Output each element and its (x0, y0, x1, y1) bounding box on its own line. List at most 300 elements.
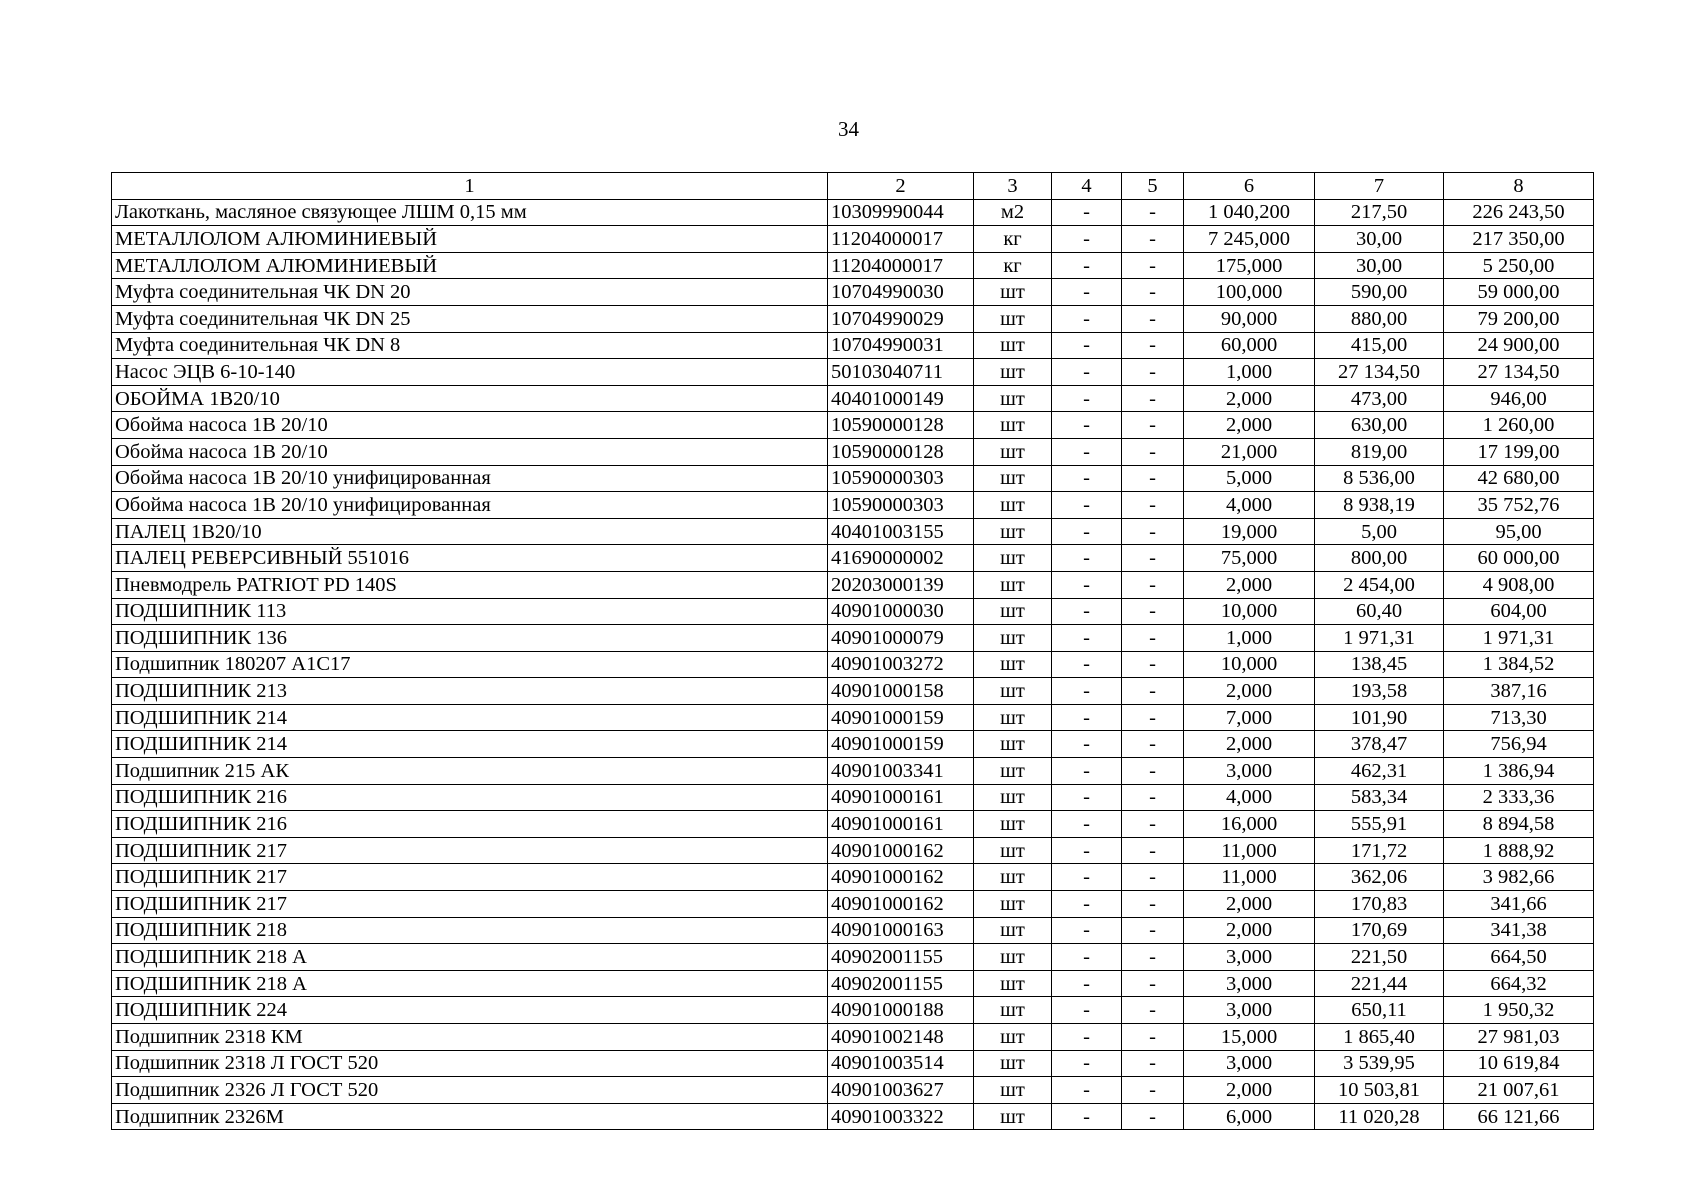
col4-cell: - (1052, 385, 1122, 412)
col5-cell: - (1122, 811, 1184, 838)
sum-cell: 5 250,00 (1444, 252, 1594, 279)
quantity-cell: 6,000 (1184, 1103, 1315, 1130)
sum-cell: 713,30 (1444, 704, 1594, 731)
col5-cell: - (1122, 944, 1184, 971)
quantity-cell: 7 245,000 (1184, 226, 1315, 253)
col5-cell: - (1122, 704, 1184, 731)
unit-cell: шт (974, 465, 1052, 492)
sum-cell: 8 894,58 (1444, 811, 1594, 838)
quantity-cell: 5,000 (1184, 465, 1315, 492)
col4-cell: - (1052, 571, 1122, 598)
price-cell: 1 971,31 (1315, 625, 1444, 652)
item-code-cell: 40901003341 (828, 758, 974, 785)
unit-cell: кг (974, 252, 1052, 279)
table-row (112, 571, 1594, 598)
quantity-cell: 2,000 (1184, 412, 1315, 439)
unit-cell: шт (974, 1024, 1052, 1051)
item-code-cell: 40901002148 (828, 1024, 974, 1051)
item-name-cell: ПОДШИПНИК 214 (112, 731, 828, 758)
unit-cell: шт (974, 864, 1052, 891)
item-code-cell: 40902001155 (828, 944, 974, 971)
sum-cell: 341,38 (1444, 917, 1594, 944)
sum-cell: 664,50 (1444, 944, 1594, 971)
col4-cell: - (1052, 226, 1122, 253)
col4-cell: - (1052, 758, 1122, 785)
quantity-cell: 1,000 (1184, 359, 1315, 386)
column-header: 1 (112, 173, 828, 200)
item-code-cell: 11204000017 (828, 252, 974, 279)
table-row (112, 917, 1594, 944)
table-row (112, 625, 1594, 652)
column-header: 8 (1444, 173, 1594, 200)
quantity-cell: 4,000 (1184, 784, 1315, 811)
quantity-cell: 16,000 (1184, 811, 1315, 838)
item-name-cell: Муфта соединительная ЧК DN 20 (112, 279, 828, 306)
col4-cell: - (1052, 412, 1122, 439)
item-code-cell: 40901000079 (828, 625, 974, 652)
col5-cell: - (1122, 571, 1184, 598)
column-header: 3 (974, 173, 1052, 200)
table-row (112, 704, 1594, 731)
quantity-cell: 11,000 (1184, 837, 1315, 864)
page-number: 34 (838, 117, 859, 141)
item-code-cell: 40901003627 (828, 1077, 974, 1104)
item-name-cell: ПОДШИПНИК 218 А (112, 970, 828, 997)
table-row (112, 385, 1594, 412)
unit-cell: шт (974, 811, 1052, 838)
unit-cell: шт (974, 1050, 1052, 1077)
price-cell: 193,58 (1315, 678, 1444, 705)
col5-cell: - (1122, 199, 1184, 226)
col5-cell: - (1122, 784, 1184, 811)
col5-cell: - (1122, 279, 1184, 306)
quantity-cell: 2,000 (1184, 1077, 1315, 1104)
unit-cell: шт (974, 332, 1052, 359)
sum-cell: 1 971,31 (1444, 625, 1594, 652)
table-row (112, 1024, 1594, 1051)
price-cell: 8 536,00 (1315, 465, 1444, 492)
item-code-cell: 10590000303 (828, 465, 974, 492)
item-name-cell: ПОДШИПНИК 216 (112, 784, 828, 811)
col4-cell: - (1052, 837, 1122, 864)
sum-cell: 17 199,00 (1444, 438, 1594, 465)
item-code-cell: 10590000303 (828, 492, 974, 519)
col5-cell: - (1122, 1077, 1184, 1104)
price-cell: 880,00 (1315, 305, 1444, 332)
unit-cell: шт (974, 970, 1052, 997)
quantity-cell: 2,000 (1184, 917, 1315, 944)
unit-cell: шт (974, 492, 1052, 519)
col4-cell: - (1052, 731, 1122, 758)
price-cell: 171,72 (1315, 837, 1444, 864)
col4-cell: - (1052, 1077, 1122, 1104)
unit-cell: шт (974, 678, 1052, 705)
unit-cell: шт (974, 1077, 1052, 1104)
price-cell: 1 865,40 (1315, 1024, 1444, 1051)
col5-cell: - (1122, 997, 1184, 1024)
price-cell: 60,40 (1315, 598, 1444, 625)
price-cell: 462,31 (1315, 758, 1444, 785)
sum-cell: 2 333,36 (1444, 784, 1594, 811)
table-row (112, 279, 1594, 306)
quantity-cell: 11,000 (1184, 864, 1315, 891)
unit-cell: шт (974, 917, 1052, 944)
item-code-cell: 40901000159 (828, 731, 974, 758)
col5-cell: - (1122, 332, 1184, 359)
item-code-cell: 40901000030 (828, 598, 974, 625)
item-name-cell: Обойма насоса 1В 20/10 (112, 438, 828, 465)
col4-cell: - (1052, 518, 1122, 545)
col5-cell: - (1122, 359, 1184, 386)
price-cell: 221,50 (1315, 944, 1444, 971)
table-row (112, 199, 1594, 226)
item-name-cell: ПОДШИПНИК 218 А (112, 944, 828, 971)
price-cell: 415,00 (1315, 332, 1444, 359)
table-row (112, 252, 1594, 279)
item-name-cell: Муфта соединительная ЧК DN 8 (112, 332, 828, 359)
table-row (112, 438, 1594, 465)
table-row (112, 1077, 1594, 1104)
price-cell: 555,91 (1315, 811, 1444, 838)
column-header: 2 (828, 173, 974, 200)
sum-cell: 79 200,00 (1444, 305, 1594, 332)
item-name-cell: Подшипник 2318 КМ (112, 1024, 828, 1051)
unit-cell: шт (974, 731, 1052, 758)
sum-cell: 664,32 (1444, 970, 1594, 997)
item-name-cell: ПОДШИПНИК 218 (112, 917, 828, 944)
sum-cell: 27 981,03 (1444, 1024, 1594, 1051)
sum-cell: 95,00 (1444, 518, 1594, 545)
col5-cell: - (1122, 545, 1184, 572)
price-cell: 590,00 (1315, 279, 1444, 306)
unit-cell: шт (974, 944, 1052, 971)
item-code-cell: 40901000161 (828, 784, 974, 811)
quantity-cell: 2,000 (1184, 678, 1315, 705)
sum-cell: 946,00 (1444, 385, 1594, 412)
quantity-cell: 3,000 (1184, 944, 1315, 971)
quantity-cell: 75,000 (1184, 545, 1315, 572)
item-name-cell: Подшипник 180207 А1С17 (112, 651, 828, 678)
price-cell: 217,50 (1315, 199, 1444, 226)
sum-cell: 1 950,32 (1444, 997, 1594, 1024)
col4-cell: - (1052, 332, 1122, 359)
unit-cell: шт (974, 412, 1052, 439)
table-row (112, 837, 1594, 864)
item-code-cell: 40401003155 (828, 518, 974, 545)
table-row (112, 598, 1594, 625)
quantity-cell: 10,000 (1184, 651, 1315, 678)
col5-cell: - (1122, 385, 1184, 412)
table-row (112, 305, 1594, 332)
item-code-cell: 40901000158 (828, 678, 974, 705)
table-row (112, 1103, 1594, 1130)
unit-cell: шт (974, 651, 1052, 678)
item-name-cell: Подшипник 2318 Л ГОСТ 520 (112, 1050, 828, 1077)
quantity-cell: 60,000 (1184, 332, 1315, 359)
col4-cell: - (1052, 1050, 1122, 1077)
sum-cell: 66 121,66 (1444, 1103, 1594, 1130)
quantity-cell: 2,000 (1184, 731, 1315, 758)
sum-cell: 226 243,50 (1444, 199, 1594, 226)
col4-cell: - (1052, 598, 1122, 625)
table-row (112, 1050, 1594, 1077)
price-cell: 138,45 (1315, 651, 1444, 678)
table-row (112, 784, 1594, 811)
col5-cell: - (1122, 1103, 1184, 1130)
item-code-cell: 40901000161 (828, 811, 974, 838)
sum-cell: 21 007,61 (1444, 1077, 1594, 1104)
unit-cell: шт (974, 571, 1052, 598)
unit-cell: шт (974, 625, 1052, 652)
item-code-cell: 11204000017 (828, 226, 974, 253)
col5-cell: - (1122, 625, 1184, 652)
quantity-cell: 2,000 (1184, 385, 1315, 412)
item-code-cell: 40901000162 (828, 864, 974, 891)
col5-cell: - (1122, 731, 1184, 758)
price-cell: 10 503,81 (1315, 1077, 1444, 1104)
item-name-cell: Пневмодрель PATRIOT PD 140S (112, 571, 828, 598)
price-cell: 630,00 (1315, 412, 1444, 439)
quantity-cell: 21,000 (1184, 438, 1315, 465)
price-cell: 819,00 (1315, 438, 1444, 465)
price-cell: 800,00 (1315, 545, 1444, 572)
item-name-cell: ПОДШИПНИК 224 (112, 997, 828, 1024)
sum-cell: 756,94 (1444, 731, 1594, 758)
item-name-cell: ОБОЙМА 1В20/10 (112, 385, 828, 412)
unit-cell: шт (974, 438, 1052, 465)
item-name-cell: Подшипник 215 АК (112, 758, 828, 785)
table-row (112, 891, 1594, 918)
item-name-cell: ПОДШИПНИК 217 (112, 891, 828, 918)
col5-cell: - (1122, 970, 1184, 997)
item-code-cell: 40401000149 (828, 385, 974, 412)
col5-cell: - (1122, 1050, 1184, 1077)
item-code-cell: 41690000002 (828, 545, 974, 572)
col4-cell: - (1052, 784, 1122, 811)
col5-cell: - (1122, 598, 1184, 625)
price-cell: 30,00 (1315, 226, 1444, 253)
quantity-cell: 175,000 (1184, 252, 1315, 279)
unit-cell: шт (974, 385, 1052, 412)
table-row (112, 731, 1594, 758)
item-code-cell: 40901000163 (828, 917, 974, 944)
item-name-cell: МЕТАЛЛОЛОМ АЛЮМИНИЕВЫЙ (112, 252, 828, 279)
table-row (112, 359, 1594, 386)
table-row (112, 678, 1594, 705)
table-row (112, 545, 1594, 572)
item-name-cell: Муфта соединительная ЧК DN 25 (112, 305, 828, 332)
sum-cell: 1 384,52 (1444, 651, 1594, 678)
table-row (112, 864, 1594, 891)
col5-cell: - (1122, 864, 1184, 891)
col5-cell: - (1122, 678, 1184, 705)
sum-cell: 24 900,00 (1444, 332, 1594, 359)
price-cell: 170,69 (1315, 917, 1444, 944)
unit-cell: шт (974, 1103, 1052, 1130)
price-cell: 378,47 (1315, 731, 1444, 758)
col4-cell: - (1052, 279, 1122, 306)
item-code-cell: 10309990044 (828, 199, 974, 226)
col5-cell: - (1122, 226, 1184, 253)
item-code-cell: 10590000128 (828, 438, 974, 465)
item-name-cell: ПАЛЕЦ РЕВЕРСИВНЫЙ 551016 (112, 545, 828, 572)
price-cell: 5,00 (1315, 518, 1444, 545)
sum-cell: 1 888,92 (1444, 837, 1594, 864)
item-code-cell: 40902001155 (828, 970, 974, 997)
price-cell: 473,00 (1315, 385, 1444, 412)
quantity-cell: 3,000 (1184, 970, 1315, 997)
item-name-cell: ПОДШИПНИК 113 (112, 598, 828, 625)
item-name-cell: ПОДШИПНИК 136 (112, 625, 828, 652)
item-code-cell: 50103040711 (828, 359, 974, 386)
table-row (112, 492, 1594, 519)
col4-cell: - (1052, 545, 1122, 572)
col4-cell: - (1052, 704, 1122, 731)
quantity-cell: 1 040,200 (1184, 199, 1315, 226)
column-header: 6 (1184, 173, 1315, 200)
table-row (112, 332, 1594, 359)
table-row (112, 226, 1594, 253)
table-body (112, 199, 1594, 1130)
sum-cell: 341,66 (1444, 891, 1594, 918)
quantity-cell: 100,000 (1184, 279, 1315, 306)
table-row (112, 651, 1594, 678)
sum-cell: 60 000,00 (1444, 545, 1594, 572)
col5-cell: - (1122, 465, 1184, 492)
unit-cell: шт (974, 359, 1052, 386)
col5-cell: - (1122, 518, 1184, 545)
col4-cell: - (1052, 359, 1122, 386)
item-name-cell: Подшипник 2326М (112, 1103, 828, 1130)
price-cell: 362,06 (1315, 864, 1444, 891)
quantity-cell: 90,000 (1184, 305, 1315, 332)
col4-cell: - (1052, 492, 1122, 519)
col4-cell: - (1052, 1103, 1122, 1130)
unit-cell: шт (974, 837, 1052, 864)
unit-cell: шт (974, 279, 1052, 306)
item-code-cell: 10704990031 (828, 332, 974, 359)
col4-cell: - (1052, 917, 1122, 944)
price-cell: 650,11 (1315, 997, 1444, 1024)
quantity-cell: 10,000 (1184, 598, 1315, 625)
unit-cell: шт (974, 518, 1052, 545)
unit-cell: шт (974, 784, 1052, 811)
quantity-cell: 2,000 (1184, 571, 1315, 598)
sum-cell: 387,16 (1444, 678, 1594, 705)
item-name-cell: ПОДШИПНИК 214 (112, 704, 828, 731)
price-cell: 8 938,19 (1315, 492, 1444, 519)
item-code-cell: 40901003322 (828, 1103, 974, 1130)
sum-cell: 35 752,76 (1444, 492, 1594, 519)
col5-cell: - (1122, 891, 1184, 918)
col4-cell: - (1052, 438, 1122, 465)
col4-cell: - (1052, 864, 1122, 891)
item-name-cell: ПАЛЕЦ 1В20/10 (112, 518, 828, 545)
item-name-cell: ПОДШИПНИК 217 (112, 864, 828, 891)
quantity-cell: 7,000 (1184, 704, 1315, 731)
quantity-cell: 19,000 (1184, 518, 1315, 545)
table-row (112, 412, 1594, 439)
table-row (112, 944, 1594, 971)
col5-cell: - (1122, 917, 1184, 944)
unit-cell: шт (974, 305, 1052, 332)
col4-cell: - (1052, 891, 1122, 918)
item-code-cell: 40901000162 (828, 837, 974, 864)
price-cell: 583,34 (1315, 784, 1444, 811)
quantity-cell: 3,000 (1184, 1050, 1315, 1077)
quantity-cell: 2,000 (1184, 891, 1315, 918)
item-name-cell: ПОДШИПНИК 213 (112, 678, 828, 705)
unit-cell: кг (974, 226, 1052, 253)
table-row (112, 465, 1594, 492)
price-cell: 2 454,00 (1315, 571, 1444, 598)
table-row (112, 997, 1594, 1024)
sum-cell: 1 386,94 (1444, 758, 1594, 785)
col5-cell: - (1122, 252, 1184, 279)
sum-cell: 27 134,50 (1444, 359, 1594, 386)
item-name-cell: Обойма насоса 1В 20/10 унифицированная (112, 465, 828, 492)
item-code-cell: 40901000162 (828, 891, 974, 918)
price-cell: 221,44 (1315, 970, 1444, 997)
unit-cell: шт (974, 598, 1052, 625)
item-name-cell: Насос ЭЦВ 6-10-140 (112, 359, 828, 386)
col5-cell: - (1122, 305, 1184, 332)
sum-cell: 59 000,00 (1444, 279, 1594, 306)
col5-cell: - (1122, 438, 1184, 465)
table-header-row (112, 173, 1594, 200)
quantity-cell: 4,000 (1184, 492, 1315, 519)
item-code-cell: 10590000128 (828, 412, 974, 439)
table-row (112, 811, 1594, 838)
col4-cell: - (1052, 1024, 1122, 1051)
column-header: 7 (1315, 173, 1444, 200)
item-name-cell: Подшипник 2326 Л ГОСТ 520 (112, 1077, 828, 1104)
item-code-cell: 40901003514 (828, 1050, 974, 1077)
item-name-cell: ПОДШИПНИК 217 (112, 837, 828, 864)
price-cell: 27 134,50 (1315, 359, 1444, 386)
item-name-cell: Обойма насоса 1В 20/10 (112, 412, 828, 439)
sum-cell: 42 680,00 (1444, 465, 1594, 492)
col5-cell: - (1122, 758, 1184, 785)
unit-cell: шт (974, 997, 1052, 1024)
col4-cell: - (1052, 252, 1122, 279)
item-code-cell: 40901000188 (828, 997, 974, 1024)
col4-cell: - (1052, 678, 1122, 705)
table-row (112, 970, 1594, 997)
price-cell: 30,00 (1315, 252, 1444, 279)
col5-cell: - (1122, 651, 1184, 678)
item-name-cell: Обойма насоса 1В 20/10 унифицированная (112, 492, 828, 519)
unit-cell: шт (974, 758, 1052, 785)
col4-cell: - (1052, 305, 1122, 332)
column-header: 5 (1122, 173, 1184, 200)
item-code-cell: 10704990030 (828, 279, 974, 306)
item-name-cell: МЕТАЛЛОЛОМ АЛЮМИНИЕВЫЙ (112, 226, 828, 253)
sum-cell: 4 908,00 (1444, 571, 1594, 598)
col4-cell: - (1052, 970, 1122, 997)
col4-cell: - (1052, 997, 1122, 1024)
sum-cell: 604,00 (1444, 598, 1594, 625)
col4-cell: - (1052, 811, 1122, 838)
quantity-cell: 15,000 (1184, 1024, 1315, 1051)
sum-cell: 10 619,84 (1444, 1050, 1594, 1077)
item-code-cell: 20203000139 (828, 571, 974, 598)
unit-cell: м2 (974, 199, 1052, 226)
sum-cell: 217 350,00 (1444, 226, 1594, 253)
col5-cell: - (1122, 837, 1184, 864)
column-header: 4 (1052, 173, 1122, 200)
unit-cell: шт (974, 891, 1052, 918)
